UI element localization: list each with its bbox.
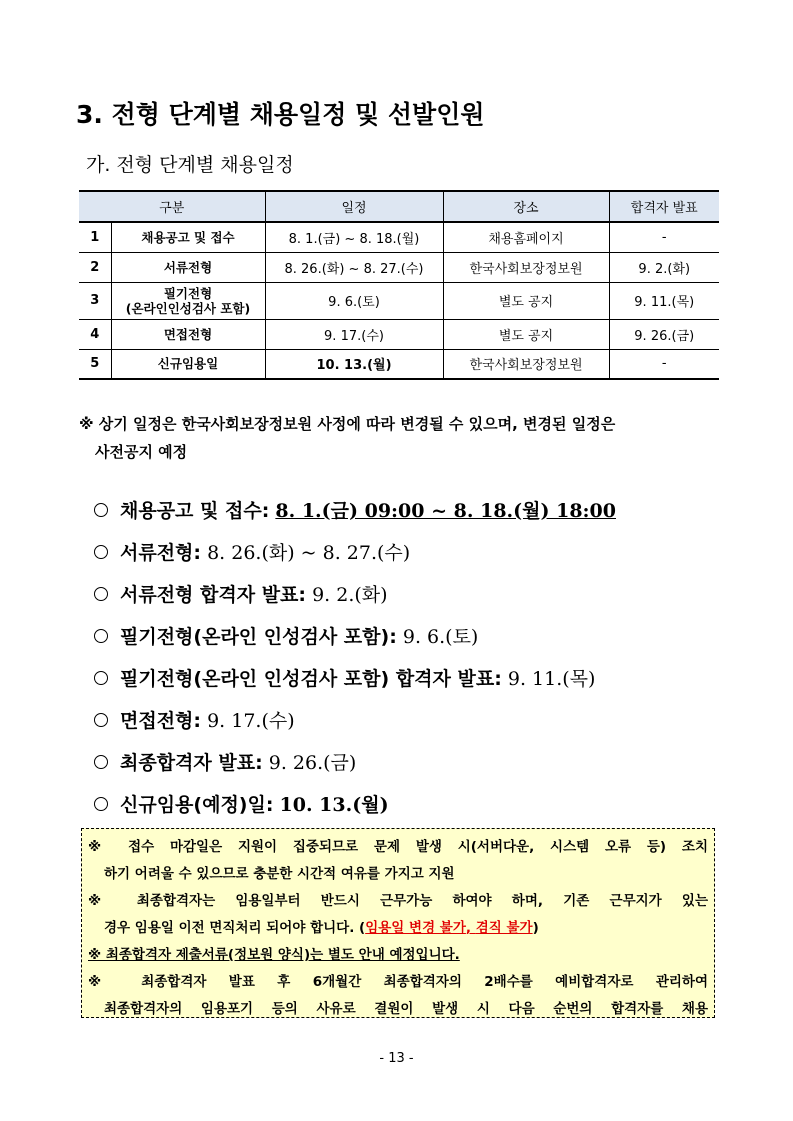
item-separator: :	[298, 584, 307, 606]
item-label: 면접전형	[120, 710, 194, 732]
notice-2-text: 경우 임용일 이전 면직처리 되어야 합니다. (	[104, 920, 366, 936]
header-category: 구분	[79, 191, 265, 222]
table-row	[79, 222, 719, 252]
row-result: 9. 2.(화)	[609, 252, 719, 282]
section-heading: 3. 전형 단계별 채용일정 및 선발인원	[76, 100, 485, 129]
notice-3: ※ 최종합격자 제출서류(정보원 양식)는 별도 안내 예정입니다.	[88, 947, 460, 963]
table-row	[79, 319, 719, 349]
item-value: 9. 2.(화)	[312, 584, 388, 606]
row-stage: 서류전형	[111, 252, 265, 282]
red-separator: ,	[465, 920, 476, 936]
item-separator: :	[255, 752, 263, 774]
row-result: 9. 11.(목)	[609, 282, 719, 319]
row-number: 5	[79, 349, 111, 379]
circle-bullet-icon	[94, 629, 108, 643]
list-item	[94, 706, 714, 748]
row-stage-line2: (온라인인성검사 포함)	[125, 300, 251, 316]
row-stage-line1: 필기전형	[163, 285, 213, 301]
list-item	[94, 622, 714, 664]
schedule-change-note	[79, 410, 719, 466]
notice-1-line-2: 하기 어려울 수 있으므로 충분한 시간적 여유를 가지고 지원	[104, 866, 455, 882]
item-separator: :	[193, 710, 202, 732]
row-number: 3	[79, 282, 111, 319]
notice-2-line-1: ※ 최종합격자는 임용일부터 반드시 근무가능 하여야 하며, 기존 근무지가 있는	[88, 893, 708, 909]
item-value: 9. 17.(수)	[207, 710, 295, 732]
list-item	[94, 538, 714, 580]
circle-bullet-icon	[94, 503, 108, 517]
item-separator: :	[261, 500, 270, 522]
item-separator: :	[389, 626, 397, 648]
table-header-row	[79, 191, 719, 222]
notice-1-line-1: ※ 접수 마감일은 지원이 집중되므로 문제 발생 시(서버다운, 시스템 오류 등) 조치	[88, 839, 708, 855]
item-value: 8. 1.(금) 09:00 ~ 8. 18.(월) 18:00	[275, 500, 616, 522]
row-place: 별도 공지	[443, 282, 609, 319]
note-line-1: ※ 상기 일정은 한국사회보장정보원 사정에 따라 변경될 수 있으며, 변경된 일정은	[79, 415, 616, 433]
schedule-table	[79, 190, 719, 380]
list-item	[94, 496, 714, 538]
list-item	[94, 790, 714, 832]
circle-bullet-icon	[94, 713, 108, 727]
row-place: 별도 공지	[443, 319, 609, 349]
row-result: 9. 26.(금)	[609, 319, 719, 349]
row-stage: 면접전형	[111, 319, 265, 349]
no-date-change-text: 임용일 변경 불가	[365, 920, 466, 936]
row-place: 한국사회보장정보원	[443, 252, 609, 282]
row-place: 한국사회보장정보원	[443, 349, 609, 379]
list-item	[94, 580, 714, 622]
item-label: 신규임용(예정)일	[120, 794, 266, 816]
item-value: 9. 6.(토)	[402, 626, 479, 648]
row-place: 채용홈페이지	[443, 222, 609, 252]
row-number: 2	[79, 252, 111, 282]
list-item	[94, 664, 714, 706]
row-stage: 채용공고 및 접수	[111, 222, 265, 252]
row-result: -	[609, 222, 719, 252]
row-date: 10. 13.(월)	[265, 349, 443, 379]
header-place: 장소	[443, 191, 609, 222]
row-result: -	[609, 349, 719, 379]
row-number: 1	[79, 222, 111, 252]
subsection-heading: 가. 전형 단계별 채용일정	[86, 154, 294, 176]
notice-2-line-2	[88, 915, 708, 942]
circle-bullet-icon	[94, 545, 108, 559]
notice-box	[81, 828, 715, 1018]
row-date: 8. 1.(금) ~ 8. 18.(월)	[265, 222, 443, 252]
item-label: 필기전형(온라인 인성검사 포함) 합격자 발표	[120, 668, 495, 690]
row-stage	[111, 282, 265, 319]
header-date: 일정	[265, 191, 443, 222]
row-date: 8. 26.(화) ~ 8. 27.(수)	[265, 252, 443, 282]
table-row	[79, 282, 719, 319]
table-row	[79, 252, 719, 282]
no-dual-job-text: 겸직 불가	[475, 920, 533, 936]
page-number: - 13 -	[379, 1051, 414, 1066]
notice-4-line-1: ※ 최종합격자 발표 후 6개월간 최종합격자의 2배수를 예비합격자로 관리하여	[88, 974, 708, 990]
row-date: 9. 17.(수)	[265, 319, 443, 349]
item-value: 9. 26.(금)	[268, 752, 357, 774]
item-separator: :	[193, 542, 202, 564]
circle-bullet-icon	[94, 671, 108, 685]
item-label: 필기전형(온라인 인성검사 포함)	[120, 626, 390, 648]
item-value: 9. 11.(목)	[507, 668, 596, 690]
notice-4-line-2: 최종합격자의 임용포기 등의 사유로 결원이 발생 시 다음 순번의 합격자를 채용	[104, 1001, 708, 1017]
circle-bullet-icon	[94, 755, 108, 769]
row-number: 4	[79, 319, 111, 349]
row-date: 9. 6.(토)	[265, 282, 443, 319]
schedule-list	[94, 496, 714, 832]
item-label: 서류전형 합격자 발표	[120, 584, 299, 606]
header-result: 합격자 발표	[609, 191, 719, 222]
table-row	[79, 349, 719, 379]
item-label: 서류전형	[120, 542, 194, 564]
item-separator: :	[265, 794, 274, 816]
item-value: 8. 26.(화) ~ 8. 27.(수)	[207, 542, 411, 564]
item-separator: :	[494, 668, 502, 690]
row-stage: 신규임용일	[111, 349, 265, 379]
item-label: 채용공고 및 접수	[120, 500, 262, 522]
list-item	[94, 748, 714, 790]
note-line-2: 사전공지 예정	[95, 443, 188, 461]
circle-bullet-icon	[94, 797, 108, 811]
item-label: 최종합격자 발표	[120, 752, 256, 774]
item-value: 10. 13.(월)	[279, 794, 389, 816]
circle-bullet-icon	[94, 587, 108, 601]
close-paren: )	[532, 920, 539, 936]
